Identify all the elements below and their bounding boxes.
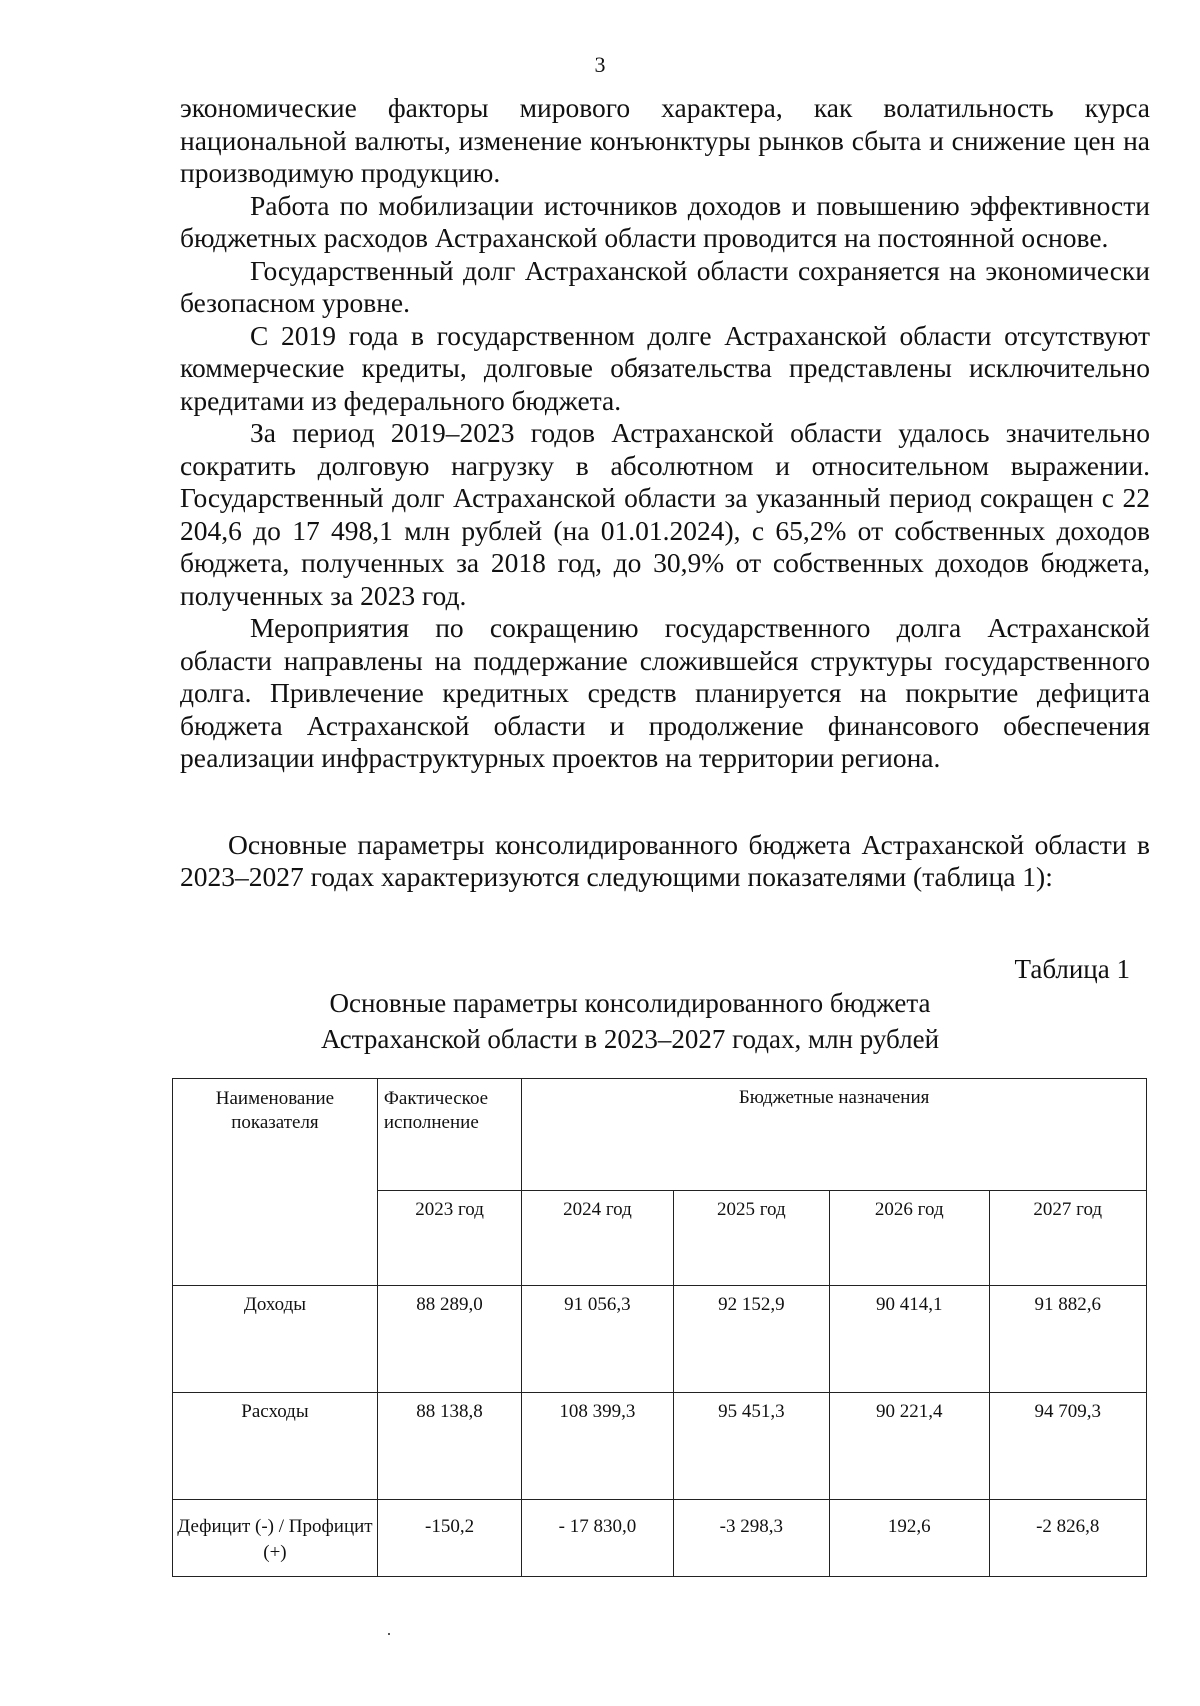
paragraph-debt-reduction: За период 2019–2023 годов Астраханской области удалось значительно сократить долговую нагрузку в абсолютном и относительном выражении. Государственный долг Астраханской области за указанный период сокращен с 22 204,6 до 17 498,1 млн рублей (на 01.01.2024), с 65,2% от собственных доходов бюджета, полученных за 2018 год, до 30,9% от собственных доходов бюджета, полученных за 2023 год.: [180, 417, 1150, 611]
paragraph-revenue-mobilization: Работа по мобилизации источников доходов и повышению эффективности бюджетных расходов Астраханской области проводится на постоянной основе.: [180, 189, 1150, 253]
table-cell: -2 826,8: [989, 1500, 1146, 1577]
page-number: 3: [594, 52, 606, 77]
table-cell: -3 298,3: [673, 1500, 829, 1577]
table-cell: 95 451,3: [673, 1393, 829, 1500]
table-cell: - 17 830,0: [522, 1500, 673, 1577]
header-year: 2024 год: [522, 1191, 673, 1286]
table-cell: 92 152,9: [673, 1286, 829, 1393]
table-title-line-1: Основные параметры консолидированного бюджета: [329, 988, 931, 1018]
header-indicator-name: Наименование показателя: [173, 1079, 378, 1286]
table-cell: 91 882,6: [989, 1286, 1146, 1393]
table-row-revenue: [173, 1286, 1147, 1393]
header-year: 2025 год: [673, 1191, 829, 1286]
table-header-row: [173, 1079, 1147, 1191]
row-name: Расходы: [173, 1393, 378, 1500]
table-row-expenses: [173, 1393, 1147, 1500]
row-name: Доходы: [173, 1286, 378, 1393]
table-cell: 90 414,1: [830, 1286, 989, 1393]
header-budget-allocations: Бюджетные назначения: [522, 1079, 1147, 1191]
document-body: [180, 92, 1150, 921]
scan-speck: [388, 1633, 390, 1635]
paragraph-debt-level: Государственный долг Астраханской области сохраняется на экономически безопасном уровне.: [180, 254, 1150, 318]
header-year: 2027 год: [989, 1191, 1146, 1286]
table-cell: -150,2: [377, 1500, 521, 1577]
header-year: 2026 год: [830, 1191, 989, 1286]
paragraph-economic-factors: экономические факторы мирового характера, как волатильность курса национальной валюты, изменение конъюнктуры рынков сбыта и снижение цен на производимую продукцию.: [180, 92, 1150, 188]
table-cell: 90 221,4: [830, 1393, 989, 1500]
paragraph-debt-measures: Мероприятия по сокращению государственного долга Астраханской области направлены на поддержание сложившейся структуры государственного долга. Привлечение кредитных средств планируется на покрытие дефицита бюджета Астраханской области и продолжение финансового обеспечения реализации инфраструктурных проектов на территории региона.: [180, 612, 1150, 773]
table-cell: 94 709,3: [989, 1393, 1146, 1500]
paragraph-table-intro: Основные параметры консолидированного бюджета Астраханской области в 2023–2027 годах характеризуются следующими показателями (таблица 1):: [180, 828, 1150, 892]
table-label: Таблица 1: [1014, 954, 1130, 984]
paragraph-commercial-credits: С 2019 года в государственном долге Астраханской области отсутствуют коммерческие кредиты, долговые обязательства представлены исключительно кредитами из федерального бюджета.: [180, 319, 1150, 416]
table-cell: 88 138,8: [377, 1393, 521, 1500]
table-title: [230, 985, 1030, 1057]
budget-table: [172, 1078, 1147, 1577]
table-title-line-2: Астраханской области в 2023–2027 годах, млн рублей: [320, 1024, 940, 1054]
table-cell: 192,6: [830, 1500, 989, 1577]
header-year: 2023 год: [377, 1191, 521, 1286]
header-actual-execution: Фактическое исполнение: [377, 1079, 521, 1191]
table-cell: 108 399,3: [522, 1393, 673, 1500]
table-cell: 91 056,3: [522, 1286, 673, 1393]
table-row-balance: [173, 1500, 1147, 1577]
table-cell: 88 289,0: [377, 1286, 521, 1393]
row-name: Дефицит (-) / Профицит (+): [173, 1500, 378, 1577]
